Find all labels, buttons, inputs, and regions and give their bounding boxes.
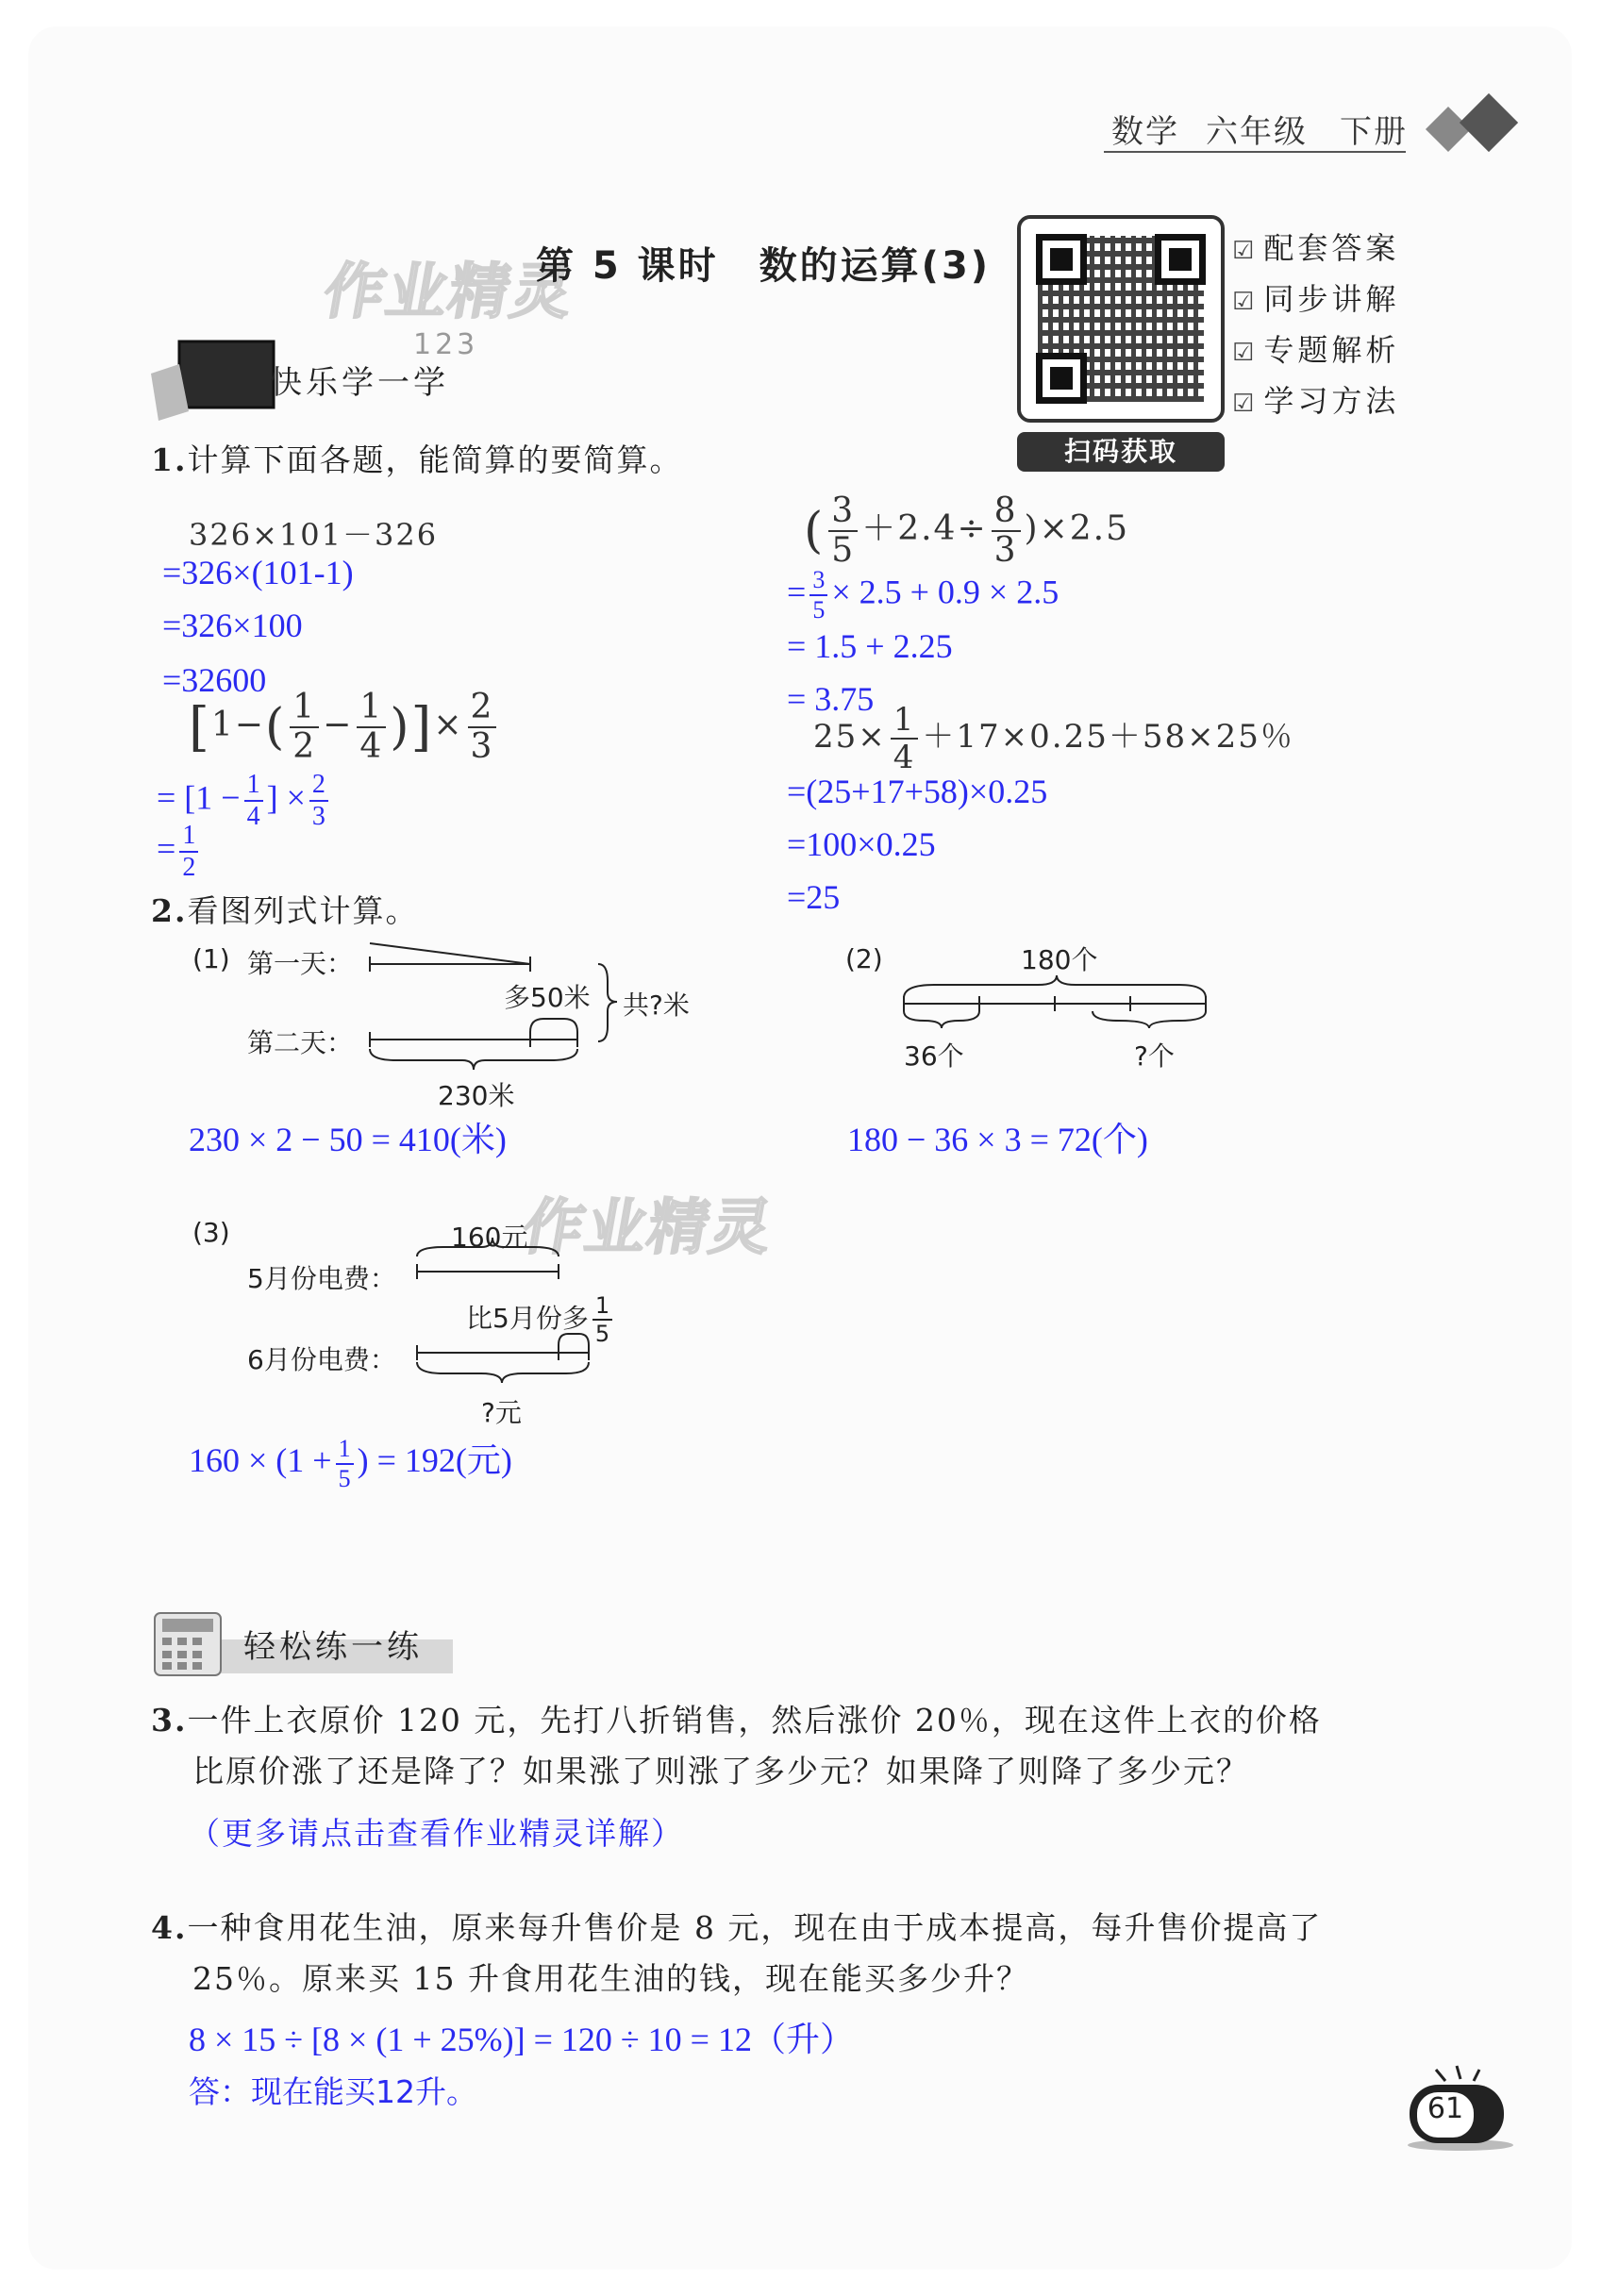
lesson-title: 第 5 课时 数的运算(3) (536, 244, 992, 288)
q2p2-answer: 180 − 36 × 3 = 72(个) (847, 1121, 1148, 1158)
q1d-step: =100×0.25 (787, 825, 936, 863)
q2p3-segment-diagram (406, 1243, 613, 1394)
q1b-step: = $\frac{3}{5}$ × 2.5 + 0.9 × 2.5 (787, 566, 1060, 624)
total-brace (904, 975, 1206, 998)
badge-ray (1436, 2070, 1445, 2081)
part-brace (904, 1011, 979, 1028)
qr-feature: ☑ 同步讲解 (1232, 281, 1400, 317)
q2p1-day2-label: 第二天： (247, 1027, 354, 1058)
badge-ray (1474, 2070, 1479, 2081)
q1d-step: =(25+17+58)×0.25 (787, 773, 1048, 810)
q3-more-link[interactable]: （更多请点击查看作业精灵详解） (189, 1815, 684, 1852)
q2p3-june-label: 6月份电费： (247, 1344, 396, 1375)
q2p1-total-label: 共?米 (623, 990, 690, 1021)
section-learn-title: 快乐学一学 (270, 364, 449, 402)
q3-prompt-line2: 比原价涨了还是降了？如果涨了则涨了多少元？如果降了则降了多少元？ (192, 1753, 1249, 1789)
day2-brace (370, 1049, 577, 1070)
qr-feature: ☑ 学习方法 (1232, 383, 1400, 419)
check-icon: ☑ (1232, 288, 1259, 316)
q1d-expression: 25× $\frac{1}{4}$ ＋17×0.25＋58×25％ (813, 701, 1294, 776)
q2p2-unknown-label: ?个 (1134, 1040, 1175, 1072)
calculator-keys (162, 1638, 202, 1670)
blackboard-icon (151, 336, 283, 421)
check-icon: ☑ (1232, 390, 1259, 418)
q2p3-may-value: 160元 (451, 1222, 528, 1253)
calculator-screen (162, 1619, 213, 1632)
page-number: 61 (1427, 2092, 1464, 2125)
qr-finder (1036, 234, 1087, 285)
check-icon: ☑ (1232, 339, 1259, 367)
check-icon: ☑ (1232, 237, 1259, 265)
q2p1-segment-diagram (359, 943, 623, 1085)
q1-prompt: 1.计算下面各题，能简算的要简算。 (151, 441, 683, 478)
q2p1-more-label: 多50米 (504, 982, 591, 1013)
q1d-step: =25 (787, 878, 841, 916)
q2p2-part-label: 36个 (904, 1040, 964, 1072)
q2p3-unknown-label: ?元 (481, 1397, 522, 1428)
more-brace (559, 1334, 589, 1345)
watermark: 作业精灵 (318, 258, 580, 327)
header-grade: 六年级 (1206, 113, 1308, 151)
board (179, 341, 274, 408)
qr-feature: ☑ 配套答案 (1232, 230, 1400, 266)
q3-prompt-line1: 3.一件上衣原价 120 元，先打八折销售，然后涨价 20％，现在这件上衣的价格 (151, 1702, 1322, 1739)
scan-to-get-button[interactable]: 扫码获取 (1017, 432, 1225, 472)
total-brace (598, 964, 617, 1041)
q1a-step: =32600 (162, 661, 267, 699)
q2p1-length-label: 230米 (438, 1080, 515, 1111)
watermark: 作业精灵 (517, 1193, 779, 1263)
unknown-brace (1093, 1011, 1206, 1028)
q1c-expression: [1−( $\frac{1}{2}$ − $\frac{1}{4}$ )]× $\frac{2}{3}$ (189, 690, 500, 764)
q2p3-answer: 160 × (1 + $\frac{1}{5}$ ) = 192(元) (189, 1434, 512, 1492)
more-brace (530, 1019, 577, 1032)
q2-prompt: 2.看图列式计算。 (151, 892, 419, 929)
header-subject: 数学 (1111, 113, 1179, 151)
badge-ray (1457, 2066, 1460, 2079)
q2p3-more-label: 比5月份多 $\frac{1}{5}$ (466, 1294, 616, 1345)
q4-prompt-line1: 4.一种食用花生油，原来每升售价是 8 元，现在由于成本提高，每升售价提高了 (151, 1909, 1323, 1946)
q1b-step: = 1.5 + 2.25 (787, 627, 953, 665)
q4-answer-statement: 答：现在能买12升。 (189, 2073, 477, 2110)
q1a-expression: 326×101－326 (189, 517, 439, 553)
q2p1-answer: 230 × 2 − 50 = 410(米) (189, 1121, 507, 1158)
q1c-step: = $\frac{1}{2}$ (157, 823, 202, 881)
q1b-step: = 3.75 (787, 680, 875, 718)
qr-finder (1155, 234, 1206, 285)
section-practice-title: 轻松练一练 (243, 1628, 423, 1666)
q2p2-label: (2) (845, 943, 883, 974)
q1b-expression: ( $\frac{3}{5}$ ＋2.4÷ $\frac{8}{3}$ )×2.5 (804, 491, 1129, 570)
day1-bar (370, 943, 530, 964)
q4-answer-equation: 8 × 15 ÷ [8 × (1 + 25%)] = 120 ÷ 10 = 12（升） (189, 2021, 854, 2058)
q2p1-day1-label: 第一天： (247, 948, 354, 979)
header-underline (1104, 151, 1406, 153)
q2p1-label: (1) (192, 943, 230, 974)
q1a-step: =326×(101-1) (162, 554, 354, 591)
q4-prompt-line2: 25％。原来买 15 升食用花生油的钱，现在能买多少升？ (192, 1960, 1029, 1997)
header-volume: 下册 (1340, 113, 1408, 151)
q2p2-total-label: 180个 (1021, 944, 1098, 975)
q2p3-label: (3) (192, 1217, 230, 1248)
q1a-step: =326×100 (162, 607, 303, 644)
q2p3-may-label: 5月份电费： (247, 1263, 396, 1294)
section-learn-deco: 123 (413, 328, 479, 361)
june-brace (417, 1362, 589, 1383)
q1c-step: = [1 − $\frac{1}{4}$ ] × $\frac{2}{3}$ (157, 772, 332, 830)
qr-code[interactable] (1017, 215, 1225, 423)
qr-finder (1036, 353, 1087, 404)
q2p2-segment-diagram (896, 972, 1227, 1038)
qr-feature: ☑ 专题解析 (1232, 332, 1400, 368)
